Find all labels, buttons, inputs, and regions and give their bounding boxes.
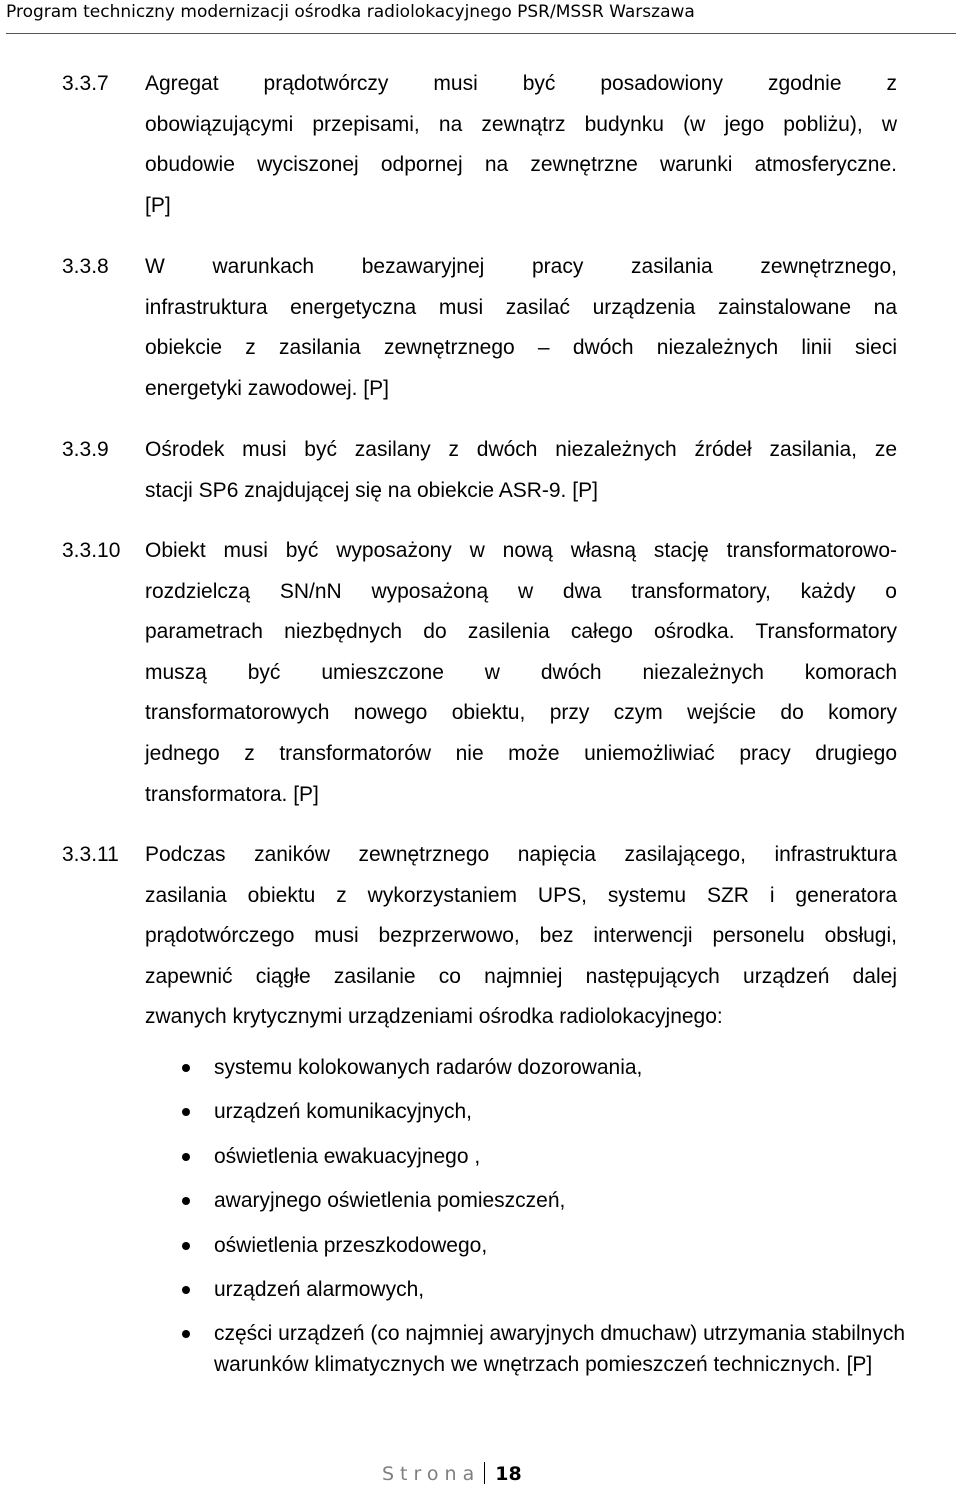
text-line: [P]	[145, 193, 171, 217]
text-line: Agregat prądotwórczy musi być posadowiony zgodnie z	[145, 72, 897, 95]
text-line: obiekcie z zasilania zewnętrznego – dwóch niezależnych linii sieci	[145, 336, 897, 360]
section-text	[145, 531, 897, 815]
text-line: rozdzielczą SN/nN wyposażoną w dwa transformatory, każdy o	[145, 579, 897, 603]
bullet-icon	[182, 1330, 190, 1338]
text-line: Ośrodek musi być zasilany z dwóch niezależnych źródeł zasilania, ze	[145, 438, 897, 461]
list-item: systemu kolokowanych radarów dozorowania,	[145, 1052, 905, 1083]
text-line: W warunkach bezawaryjnej pracy zasilania zewnętrznego,	[145, 255, 897, 278]
critical-devices-list	[145, 1052, 905, 1394]
list-item: urządzeń alarmowych,	[145, 1274, 905, 1305]
page-number: 18	[495, 1463, 522, 1485]
text-line: Podczas zaników zewnętrznego napięcia zasilającego, infrastruktura	[145, 843, 897, 866]
text-line: obowiązującymi przepisami, na zewnątrz budynku (w jego pobliżu), w	[145, 112, 897, 136]
text-line: prądotwórczego musi bezprzerwowo, bez interwencji personelu obsługi,	[145, 924, 897, 948]
section-3-3-11	[62, 835, 897, 1038]
list-item: części urządzeń (co najmniej awaryjnych dmuchaw) utrzymania stabilnych warunków klimatycznych we wnętrzach pomieszczeń technicznych. [P]	[145, 1318, 905, 1380]
text-line: Obiekt musi być wyposażony w nową własną stację transformatorowo-	[145, 539, 897, 562]
bullet-icon	[182, 1108, 190, 1116]
section-text	[145, 430, 897, 511]
footer-divider	[484, 1462, 485, 1484]
bullet-icon	[182, 1286, 190, 1294]
text-line: muszą być umieszczone w dwóch niezależnych komorach	[145, 660, 897, 684]
section-text	[145, 64, 897, 226]
bullet-icon	[182, 1197, 190, 1205]
section-number: 3.3.10	[62, 539, 121, 562]
text-line: transformatorowych nowego obiektu, przy czym wejście do komory	[145, 701, 897, 725]
section-3-3-7	[62, 64, 897, 226]
text-line: stacji SP6 znajdującej się na obiekcie ASR-9. [P]	[145, 478, 598, 502]
text-line: zwanych krytycznymi urządzeniami ośrodka radiolokacyjnego:	[145, 1005, 723, 1029]
section-3-3-9	[62, 430, 897, 511]
bullet-icon	[182, 1242, 190, 1250]
text-line: zasilania obiektu z wykorzystaniem UPS, systemu SZR i generatora	[145, 883, 897, 907]
section-number: 3.3.11	[62, 843, 119, 866]
list-item: oświetlenia ewakuacyjnego ,	[145, 1141, 905, 1172]
section-number: 3.3.8	[62, 255, 109, 278]
text-line: transformatora. [P]	[145, 782, 319, 806]
text-line: obudowie wyciszonej odpornej na zewnętrzne warunki atmosferyczne.	[145, 153, 897, 177]
header-divider	[6, 33, 956, 34]
page-footer	[382, 1462, 522, 1485]
bullet-icon	[182, 1064, 190, 1072]
text-line: zapewnić ciągłe zasilanie co najmniej następujących urządzeń dalej	[145, 964, 897, 988]
section-3-3-8	[62, 247, 897, 409]
list-item: urządzeń komunikacyjnych,	[145, 1096, 905, 1127]
text-line: energetyki zawodowej. [P]	[145, 376, 389, 400]
page-header: Program techniczny modernizacji ośrodka radiolokacyjnego PSR/MSSR Warszawa	[6, 2, 695, 22]
section-text	[145, 247, 897, 409]
section-3-3-10	[62, 531, 897, 815]
text-line: infrastruktura energetyczna musi zasilać urządzenia zainstalowane na	[145, 295, 897, 319]
section-text	[145, 835, 897, 1038]
text-line: jednego z transformatorów nie może uniemożliwiać pracy drugiego	[145, 741, 897, 765]
list-item: awaryjnego oświetlenia pomieszczeń,	[145, 1185, 905, 1216]
bullet-icon	[182, 1153, 190, 1161]
section-number: 3.3.9	[62, 438, 109, 461]
list-item: oświetlenia przeszkodowego,	[145, 1230, 905, 1261]
page-label: Strona	[382, 1463, 481, 1485]
section-number: 3.3.7	[62, 72, 109, 95]
text-line: parametrach niezbędnych do zasilenia całego ośrodka. Transformatory	[145, 620, 897, 644]
